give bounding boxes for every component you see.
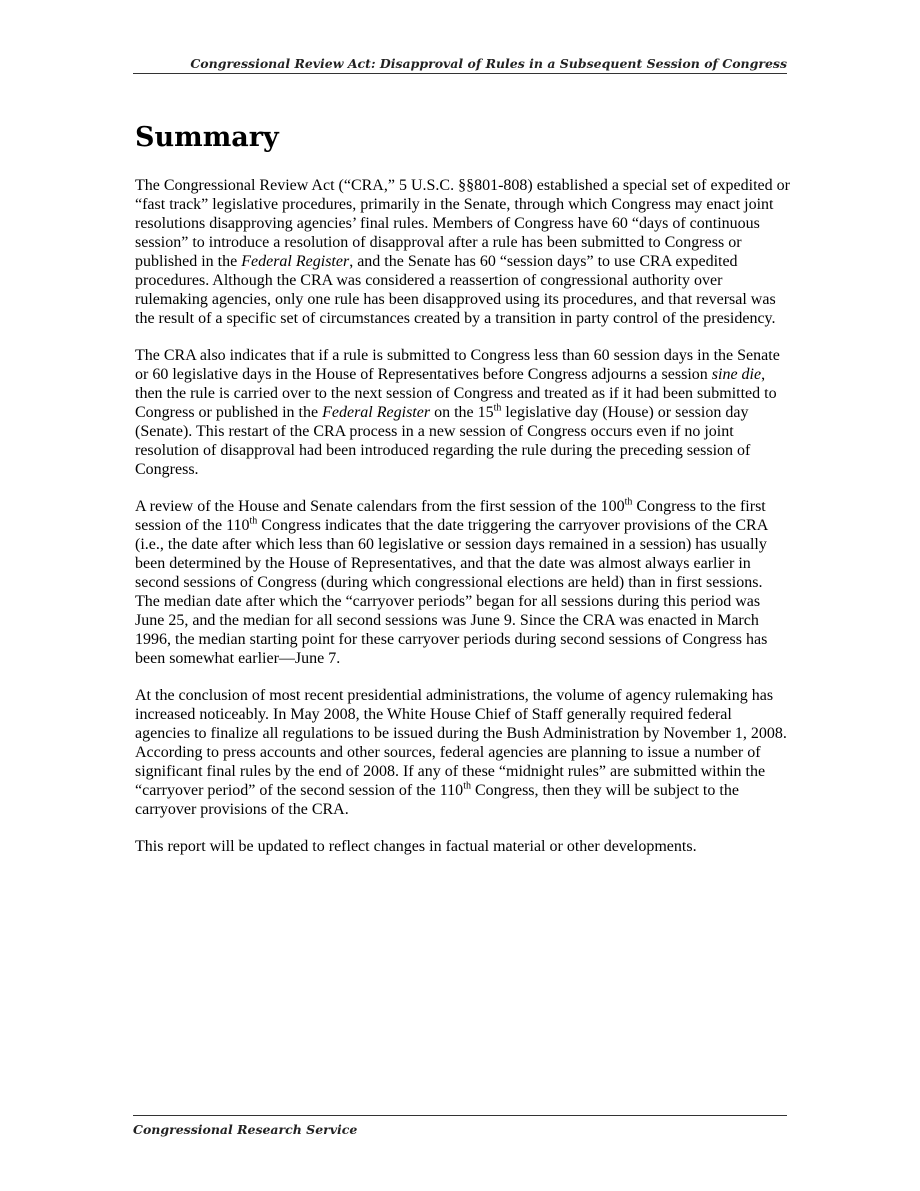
p5-text-a: This report will be updated to reflect changes in factual material or other developments.: [135, 838, 697, 855]
p1-italic-federal-register: Federal Register: [241, 253, 350, 270]
section-title: Summary: [135, 122, 279, 153]
p3-text-a: A review of the House and Senate calendars from the first session of the 100: [135, 498, 625, 515]
running-header: Congressional Review Act: Disapproval of Rules in a Subsequent Session of Congress: [133, 56, 787, 74]
p4-text-a: At the conclusion of most recent presidential administrations, the volume of agency rulemaking has increased noticeably. In May 2008, the White House Chief of Staff generally required federal agencies to finalize all regulations to be issued during the Bush Administration by November 1, 2008. According to press accounts and other sources, federal agencies are planning to issue a number of significant final rules by the end of 2008. If any of these “midnight rules” are submitted within the “carryover period” of the second session of the 110: [135, 687, 787, 799]
paragraph-1: [135, 176, 790, 328]
p3-text-b: Congress to the first session of the 110: [135, 498, 766, 534]
footer-organization: Congressional Research Service: [133, 1115, 787, 1137]
p2-text-a: The CRA also indicates that if a rule is submitted to Congress less than 60 session days in the Senate or 60 legislative days in the House of Representatives before Congress adjourns a session: [135, 347, 780, 383]
p3-superscript-2: th: [249, 515, 258, 527]
p2-text-c: on the 15: [430, 404, 494, 421]
p2-text-b: , then the rule is carried over to the next session of Congress and treated as if it had been submitted to Congress or published in the: [135, 366, 777, 421]
p2-italic-federal-register: Federal Register: [322, 404, 431, 421]
p3-text-c: Congress indicates that the date triggering the carryover provisions of the CRA (i.e., the date after which less than 60 legislative or session days remained in a session) has usually been determined by the House of Representatives, and that the date was almost always earlier in second sessions of Congress (during which congressional elections are held) than in first sessions. The median date after which the “carryover periods” began for all sessions during this period was June 25, and the median for all second sessions was June 9. Since the CRA was enacted in March 1996, the median starting point for these carryover periods during second sessions of Congress has been somewhat earlier—June 7.: [135, 517, 768, 667]
p4-text-b: Congress, then they will be subject to the carryover provisions of the CRA.: [135, 782, 739, 818]
paragraph-5: [135, 837, 790, 856]
p1-text-b: , and the Senate has 60 “session days” to use CRA expedited procedures. Although the CRA was considered a reassertion of congressional authority over rulemaking agencies, only one rule has been disapproved using its procedures, and that reversal was the result of a specific set of circumstances created by a transition in party control of the presidency.: [135, 253, 776, 327]
summary-body: [135, 176, 790, 874]
p1-text-a: The Congressional Review Act (“CRA,” 5 U.S.C. §§801-808) established a special set of expedited or “fast track” legislative procedures, primarily in the Senate, through which Congress may enact joint resolutions disapproving agencies’ final rules. Members of Congress have 60 “days of continuous session” to introduce a resolution of disapproval after a rule has been submitted to Congress or published in the: [135, 177, 790, 270]
paragraph-3: [135, 497, 790, 668]
p2-text-d: legislative day (House) or session day (Senate). This restart of the CRA process in a new session of Congress occurs even if no joint resolution of disapproval had been introduced regarding the rule during the preceding session of Congress.: [135, 404, 751, 478]
paragraph-2: [135, 346, 790, 479]
p2-italic-sine-die: sine die: [711, 366, 762, 383]
p2-superscript: th: [493, 402, 502, 414]
p3-superscript-1: th: [624, 496, 633, 508]
paragraph-4: [135, 686, 790, 819]
p4-superscript: th: [463, 780, 471, 792]
